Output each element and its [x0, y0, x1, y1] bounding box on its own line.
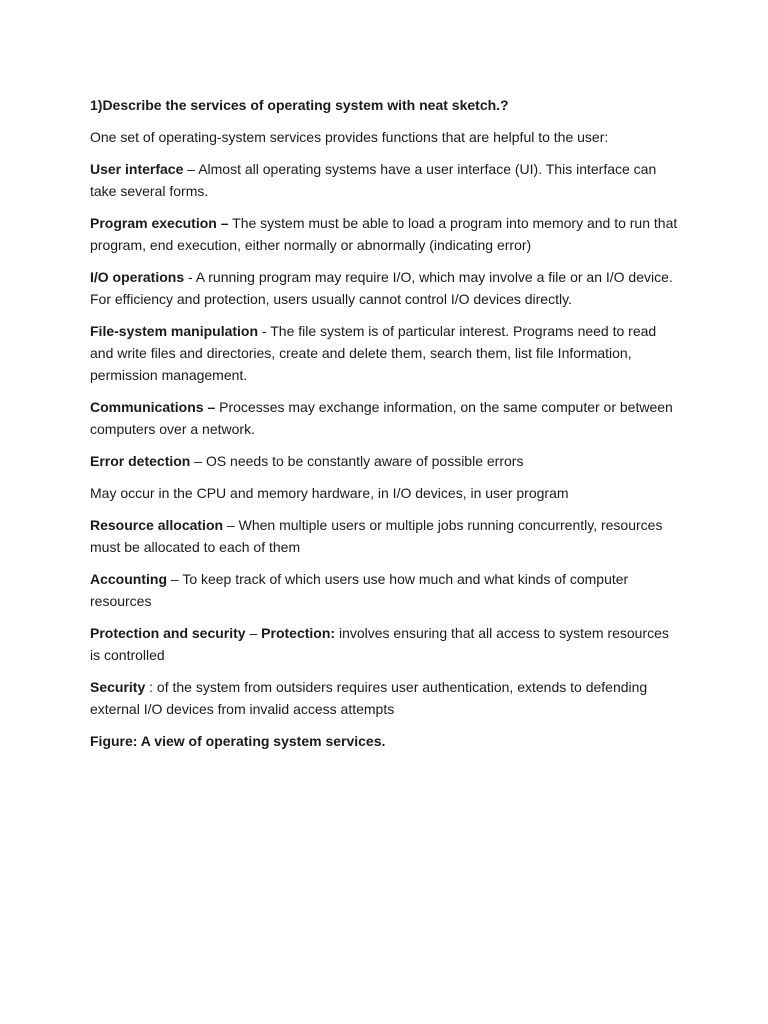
service-text: A running program may require I/O, which may involve a file or an I/O device. For efficiency and protection, users usually cannot control I/O devices directly.	[90, 269, 673, 307]
service-term: Communications –	[90, 399, 216, 415]
service-text: When multiple users or multiple jobs running concurrently, resources must be allocated to each of them	[90, 517, 663, 555]
service-program-execution	[90, 212, 682, 256]
service-text: OS needs to be constantly aware of possible errors	[205, 453, 524, 469]
service-accounting	[90, 568, 682, 612]
service-separator: –	[245, 625, 262, 641]
service-separator: –	[223, 517, 239, 533]
service-text: of the system from outsiders requires user authentication, extends to defending external I/O devices from invalid access attempts	[90, 679, 648, 717]
service-term: Program execution –	[90, 215, 229, 231]
service-term: Accounting	[90, 571, 167, 587]
service-separator: -	[258, 323, 271, 339]
service-separator: :	[145, 679, 157, 695]
service-text: To keep track of which users use how much and what kinds of computer resources	[90, 571, 629, 609]
service-text: involves ensuring that all access to system resources is controlled	[90, 625, 669, 663]
service-term: Error detection	[90, 453, 191, 469]
service-separator: –	[190, 453, 206, 469]
service-security	[90, 676, 682, 720]
service-term: File-system manipulation	[90, 323, 259, 339]
service-separator: -	[184, 269, 196, 285]
service-text: Almost all operating systems have a user interface (UI). This interface can take several forms.	[90, 161, 657, 199]
service-separator: –	[167, 571, 183, 587]
service-error-detection	[90, 450, 682, 472]
service-subterm: Protection:	[261, 625, 336, 641]
service-term: I/O operations	[90, 269, 185, 285]
intro-paragraph: One set of operating-system services provides functions that are helpful to the user:	[90, 129, 609, 145]
service-file-system	[90, 320, 682, 386]
figure-caption: Figure: A view of operating system services.	[90, 733, 386, 749]
service-text: The system must be able to load a program into memory and to run that program, end execution, either normally or abnormally (indicating error)	[90, 215, 678, 253]
service-separator: –	[183, 161, 199, 177]
service-io-operations	[90, 266, 682, 310]
service-user-interface	[90, 158, 682, 202]
service-text: Processes may exchange information, on the same computer or between computers over a network.	[90, 399, 673, 437]
error-note-paragraph: May occur in the CPU and memory hardware, in I/O devices, in user program	[90, 485, 569, 501]
service-communications	[90, 396, 682, 440]
service-term: Security	[90, 679, 146, 695]
service-term: Protection and security	[90, 625, 246, 641]
service-term: User interface	[90, 161, 184, 177]
question-heading: 1)Describe the services of operating system with neat sketch.?	[90, 97, 509, 113]
service-protection-security	[90, 622, 682, 666]
service-resource-allocation	[90, 514, 682, 558]
service-text: The file system is of particular interest. Programs need to read and write files and directories, create and delete them, search them, list file Information, permission management.	[90, 323, 657, 383]
service-term: Resource allocation	[90, 517, 224, 533]
